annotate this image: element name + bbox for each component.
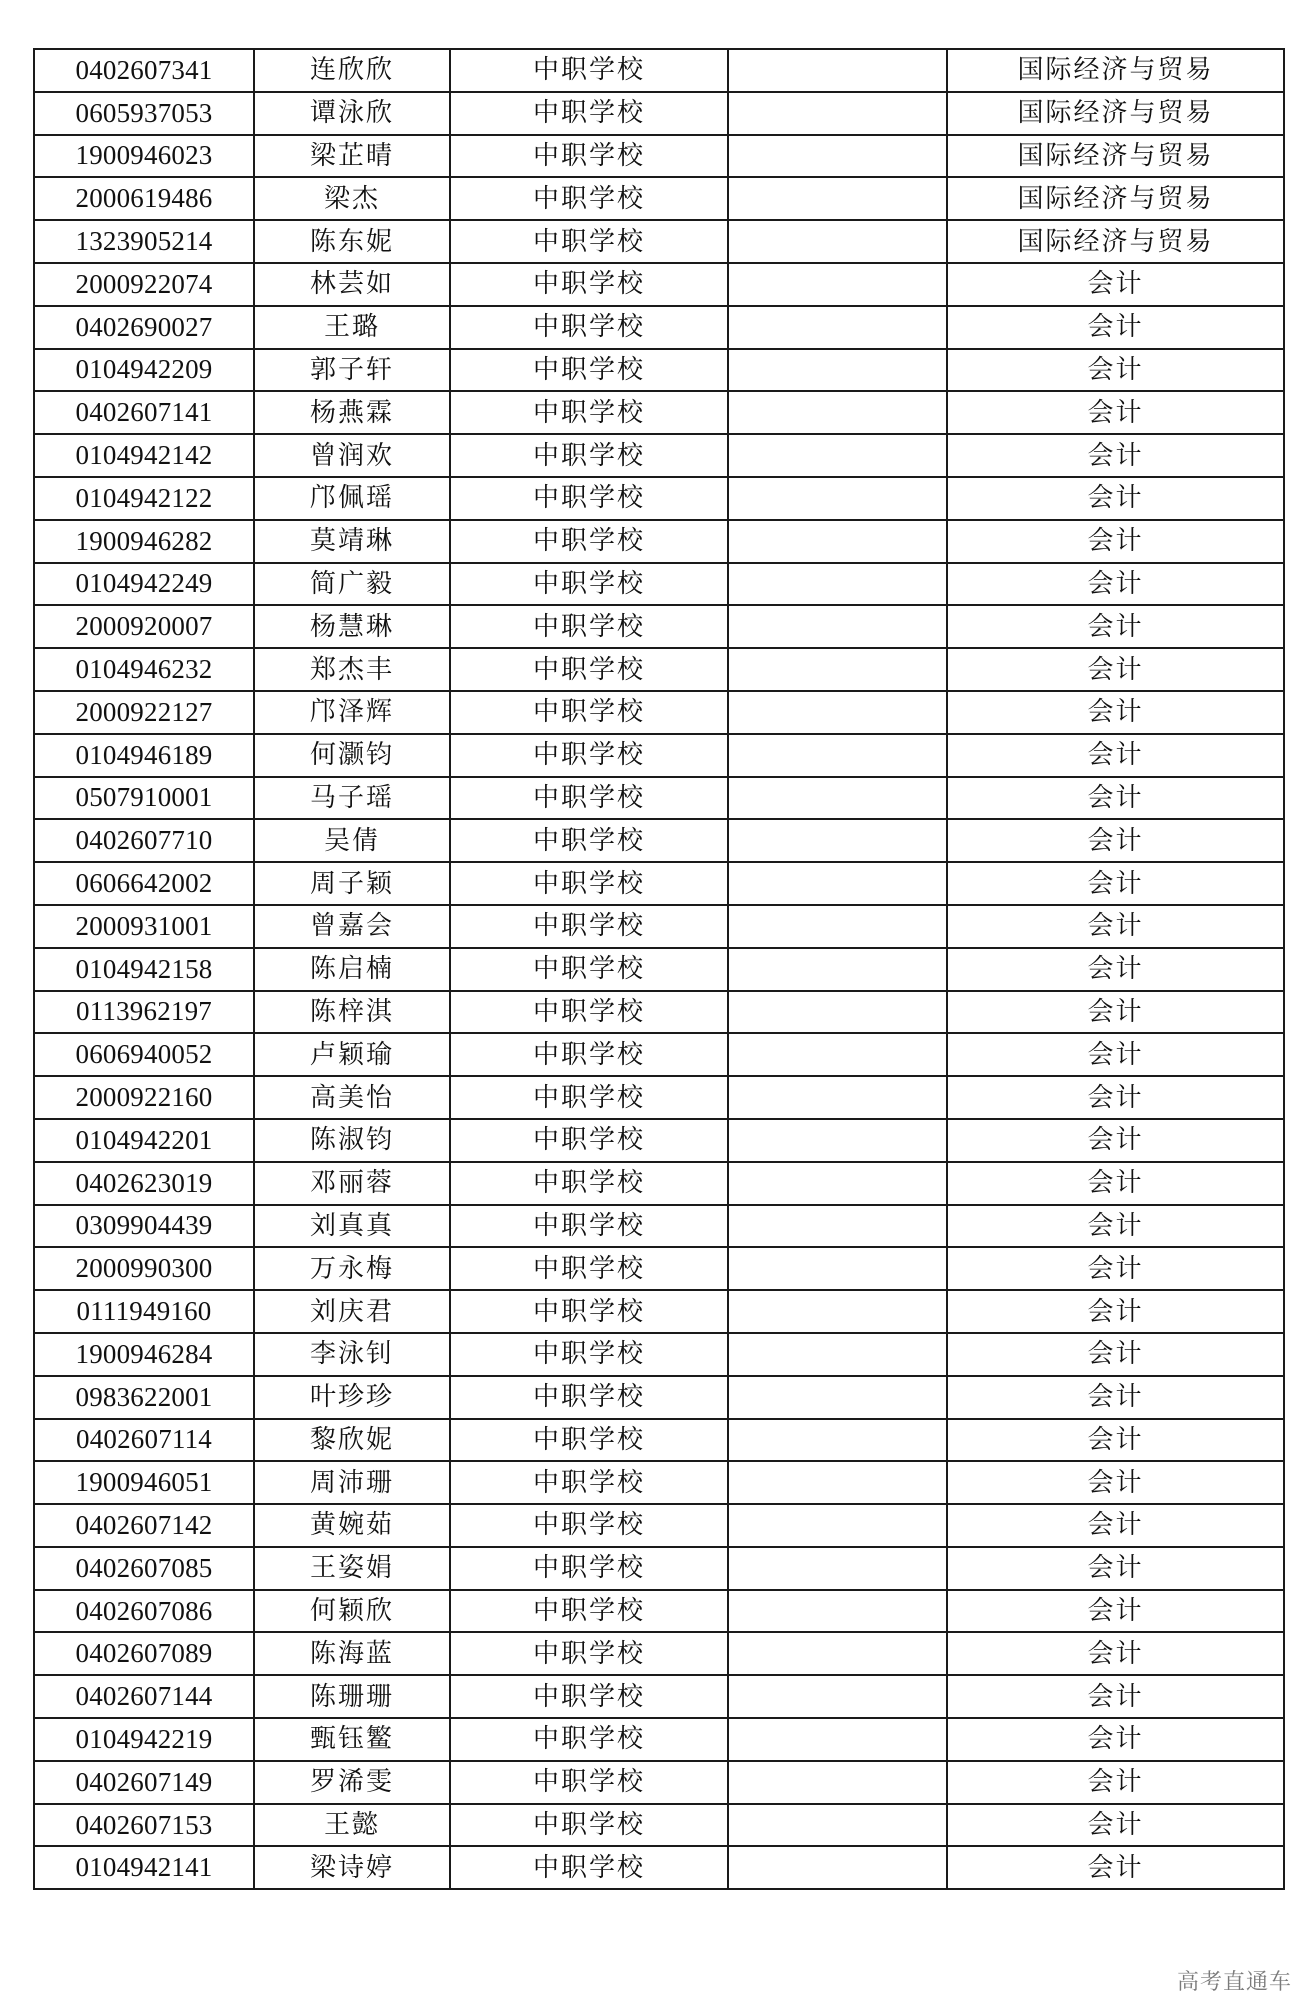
major-cell: 会计 bbox=[947, 1033, 1284, 1076]
table-row bbox=[34, 1547, 1284, 1590]
student-name-cell: 何颖欣 bbox=[254, 1590, 450, 1633]
student-name-cell: 林芸如 bbox=[254, 263, 450, 306]
major-cell: 会计 bbox=[947, 1076, 1284, 1119]
school-type-cell: 中职学校 bbox=[450, 92, 728, 135]
blank-cell bbox=[728, 1205, 947, 1248]
major-cell: 会计 bbox=[947, 862, 1284, 905]
blank-cell bbox=[728, 263, 947, 306]
table-row bbox=[34, 220, 1284, 263]
student-name-cell: 梁杰 bbox=[254, 177, 450, 220]
student-id-cell: 0104942141 bbox=[34, 1846, 254, 1889]
student-id-cell: 2000619486 bbox=[34, 177, 254, 220]
table-row bbox=[34, 1162, 1284, 1205]
student-id-cell: 2000931001 bbox=[34, 905, 254, 948]
school-type-cell: 中职学校 bbox=[450, 1033, 728, 1076]
table-row bbox=[34, 177, 1284, 220]
major-cell: 会计 bbox=[947, 1547, 1284, 1590]
major-cell: 会计 bbox=[947, 1119, 1284, 1162]
table-row bbox=[34, 1205, 1284, 1248]
school-type-cell: 中职学校 bbox=[450, 177, 728, 220]
major-cell: 会计 bbox=[947, 306, 1284, 349]
student-name-cell: 黎欣妮 bbox=[254, 1419, 450, 1462]
blank-cell bbox=[728, 1076, 947, 1119]
student-name-cell: 郭子轩 bbox=[254, 349, 450, 392]
student-name-cell: 何灏钧 bbox=[254, 734, 450, 777]
blank-cell bbox=[728, 1033, 947, 1076]
major-cell: 会计 bbox=[947, 1162, 1284, 1205]
school-type-cell: 中职学校 bbox=[450, 1761, 728, 1804]
student-id-cell: 0402607142 bbox=[34, 1504, 254, 1547]
student-id-cell: 0402607114 bbox=[34, 1419, 254, 1462]
blank-cell bbox=[728, 391, 947, 434]
table-row bbox=[34, 1461, 1284, 1504]
student-name-cell: 邓丽蓉 bbox=[254, 1162, 450, 1205]
table-row bbox=[34, 1846, 1284, 1889]
school-type-cell: 中职学校 bbox=[450, 520, 728, 563]
student-id-cell: 0402607144 bbox=[34, 1675, 254, 1718]
blank-cell bbox=[728, 691, 947, 734]
student-id-cell: 0104946232 bbox=[34, 648, 254, 691]
major-cell: 会计 bbox=[947, 991, 1284, 1034]
student-id-cell: 0104942209 bbox=[34, 349, 254, 392]
school-type-cell: 中职学校 bbox=[450, 1675, 728, 1718]
student-id-cell: 0104942122 bbox=[34, 477, 254, 520]
student-id-cell: 1900946282 bbox=[34, 520, 254, 563]
blank-cell bbox=[728, 948, 947, 991]
student-id-cell: 2000922127 bbox=[34, 691, 254, 734]
school-type-cell: 中职学校 bbox=[450, 1290, 728, 1333]
blank-cell bbox=[728, 1846, 947, 1889]
blank-cell bbox=[728, 1590, 947, 1633]
major-cell: 会计 bbox=[947, 777, 1284, 820]
major-cell: 会计 bbox=[947, 1504, 1284, 1547]
school-type-cell: 中职学校 bbox=[450, 1333, 728, 1376]
student-name-cell: 罗浠雯 bbox=[254, 1761, 450, 1804]
student-id-cell: 0113962197 bbox=[34, 991, 254, 1034]
school-type-cell: 中职学校 bbox=[450, 1461, 728, 1504]
table-row bbox=[34, 434, 1284, 477]
student-id-cell: 0402607149 bbox=[34, 1761, 254, 1804]
student-name-cell: 刘真真 bbox=[254, 1205, 450, 1248]
major-cell: 国际经济与贸易 bbox=[947, 92, 1284, 135]
school-type-cell: 中职学校 bbox=[450, 563, 728, 606]
major-cell: 会计 bbox=[947, 1632, 1284, 1675]
student-name-cell: 简广毅 bbox=[254, 563, 450, 606]
table-row bbox=[34, 306, 1284, 349]
student-name-cell: 周沛珊 bbox=[254, 1461, 450, 1504]
blank-cell bbox=[728, 220, 947, 263]
student-id-cell: 0104942219 bbox=[34, 1718, 254, 1761]
major-cell: 国际经济与贸易 bbox=[947, 220, 1284, 263]
school-type-cell: 中职学校 bbox=[450, 1632, 728, 1675]
table-row bbox=[34, 1504, 1284, 1547]
major-cell: 会计 bbox=[947, 1846, 1284, 1889]
school-type-cell: 中职学校 bbox=[450, 263, 728, 306]
school-type-cell: 中职学校 bbox=[450, 1205, 728, 1248]
table-row bbox=[34, 1419, 1284, 1462]
student-id-cell: 2000920007 bbox=[34, 605, 254, 648]
major-cell: 会计 bbox=[947, 1761, 1284, 1804]
blank-cell bbox=[728, 1675, 947, 1718]
student-id-cell: 0104942142 bbox=[34, 434, 254, 477]
major-cell: 会计 bbox=[947, 1590, 1284, 1633]
student-name-cell: 王璐 bbox=[254, 306, 450, 349]
blank-cell bbox=[728, 1119, 947, 1162]
school-type-cell: 中职学校 bbox=[450, 777, 728, 820]
blank-cell bbox=[728, 1632, 947, 1675]
student-id-cell: 0507910001 bbox=[34, 777, 254, 820]
student-name-cell: 李泳钊 bbox=[254, 1333, 450, 1376]
student-id-cell: 0402690027 bbox=[34, 306, 254, 349]
table-row bbox=[34, 349, 1284, 392]
student-name-cell: 刘庆君 bbox=[254, 1290, 450, 1333]
major-cell: 会计 bbox=[947, 905, 1284, 948]
school-type-cell: 中职学校 bbox=[450, 862, 728, 905]
student-id-cell: 0402607710 bbox=[34, 819, 254, 862]
student-name-cell: 陈东妮 bbox=[254, 220, 450, 263]
school-type-cell: 中职学校 bbox=[450, 391, 728, 434]
school-type-cell: 中职学校 bbox=[450, 1247, 728, 1290]
blank-cell bbox=[728, 777, 947, 820]
student-name-cell: 梁诗婷 bbox=[254, 1846, 450, 1889]
table-row bbox=[34, 135, 1284, 178]
admission-roster-table bbox=[33, 48, 1285, 1890]
student-name-cell: 曾嘉会 bbox=[254, 905, 450, 948]
watermark-logo: 高考直通车 bbox=[1176, 1970, 1292, 1995]
roster-body bbox=[34, 49, 1284, 1889]
student-name-cell: 高美怡 bbox=[254, 1076, 450, 1119]
student-name-cell: 周子颖 bbox=[254, 862, 450, 905]
student-name-cell: 陈海蓝 bbox=[254, 1632, 450, 1675]
school-type-cell: 中职学校 bbox=[450, 220, 728, 263]
school-type-cell: 中职学校 bbox=[450, 1590, 728, 1633]
major-cell: 国际经济与贸易 bbox=[947, 49, 1284, 92]
student-id-cell: 0104942249 bbox=[34, 563, 254, 606]
blank-cell bbox=[728, 1247, 947, 1290]
major-cell: 会计 bbox=[947, 477, 1284, 520]
student-name-cell: 邝泽辉 bbox=[254, 691, 450, 734]
student-name-cell: 王姿娟 bbox=[254, 1547, 450, 1590]
school-type-cell: 中职学校 bbox=[450, 434, 728, 477]
blank-cell bbox=[728, 819, 947, 862]
blank-cell bbox=[728, 177, 947, 220]
student-name-cell: 吴倩 bbox=[254, 819, 450, 862]
major-cell: 会计 bbox=[947, 948, 1284, 991]
student-id-cell: 0402607141 bbox=[34, 391, 254, 434]
student-id-cell: 0111949160 bbox=[34, 1290, 254, 1333]
school-type-cell: 中职学校 bbox=[450, 691, 728, 734]
major-cell: 会计 bbox=[947, 648, 1284, 691]
student-id-cell: 2000922160 bbox=[34, 1076, 254, 1119]
student-id-cell: 0605937053 bbox=[34, 92, 254, 135]
student-name-cell: 王懿 bbox=[254, 1804, 450, 1847]
school-type-cell: 中职学校 bbox=[450, 648, 728, 691]
major-cell: 会计 bbox=[947, 1290, 1284, 1333]
student-id-cell: 1900946284 bbox=[34, 1333, 254, 1376]
student-id-cell: 0402607341 bbox=[34, 49, 254, 92]
table-row bbox=[34, 49, 1284, 92]
school-type-cell: 中职学校 bbox=[450, 819, 728, 862]
table-row bbox=[34, 819, 1284, 862]
major-cell: 会计 bbox=[947, 734, 1284, 777]
blank-cell bbox=[728, 1804, 947, 1847]
school-type-cell: 中职学校 bbox=[450, 1504, 728, 1547]
school-type-cell: 中职学校 bbox=[450, 1162, 728, 1205]
student-name-cell: 黄婉茹 bbox=[254, 1504, 450, 1547]
student-name-cell: 郑杰丰 bbox=[254, 648, 450, 691]
school-type-cell: 中职学校 bbox=[450, 991, 728, 1034]
major-cell: 国际经济与贸易 bbox=[947, 177, 1284, 220]
major-cell: 会计 bbox=[947, 691, 1284, 734]
blank-cell bbox=[728, 49, 947, 92]
blank-cell bbox=[728, 92, 947, 135]
blank-cell bbox=[728, 1419, 947, 1462]
blank-cell bbox=[728, 734, 947, 777]
table-row bbox=[34, 605, 1284, 648]
student-id-cell: 2000922074 bbox=[34, 263, 254, 306]
table-row bbox=[34, 862, 1284, 905]
major-cell: 会计 bbox=[947, 1718, 1284, 1761]
blank-cell bbox=[728, 1461, 947, 1504]
blank-cell bbox=[728, 648, 947, 691]
school-type-cell: 中职学校 bbox=[450, 1846, 728, 1889]
student-name-cell: 陈梓淇 bbox=[254, 991, 450, 1034]
student-name-cell: 叶珍珍 bbox=[254, 1376, 450, 1419]
student-name-cell: 陈淑钧 bbox=[254, 1119, 450, 1162]
school-type-cell: 中职学校 bbox=[450, 605, 728, 648]
major-cell: 会计 bbox=[947, 1376, 1284, 1419]
major-cell: 会计 bbox=[947, 520, 1284, 563]
major-cell: 会计 bbox=[947, 349, 1284, 392]
school-type-cell: 中职学校 bbox=[450, 1718, 728, 1761]
school-type-cell: 中职学校 bbox=[450, 349, 728, 392]
student-id-cell: 1900946023 bbox=[34, 135, 254, 178]
school-type-cell: 中职学校 bbox=[450, 1376, 728, 1419]
table-row bbox=[34, 777, 1284, 820]
table-row bbox=[34, 92, 1284, 135]
student-id-cell: 0402607153 bbox=[34, 1804, 254, 1847]
blank-cell bbox=[728, 1162, 947, 1205]
table-row bbox=[34, 1675, 1284, 1718]
school-type-cell: 中职学校 bbox=[450, 1804, 728, 1847]
blank-cell bbox=[728, 1376, 947, 1419]
student-name-cell: 甄钰鳘 bbox=[254, 1718, 450, 1761]
student-name-cell: 杨燕霖 bbox=[254, 391, 450, 434]
school-type-cell: 中职学校 bbox=[450, 1076, 728, 1119]
major-cell: 会计 bbox=[947, 263, 1284, 306]
blank-cell bbox=[728, 1290, 947, 1333]
student-name-cell: 杨慧琳 bbox=[254, 605, 450, 648]
major-cell: 会计 bbox=[947, 563, 1284, 606]
student-id-cell: 0402607086 bbox=[34, 1590, 254, 1633]
student-name-cell: 曾润欢 bbox=[254, 434, 450, 477]
major-cell: 会计 bbox=[947, 1675, 1284, 1718]
table-row bbox=[34, 1076, 1284, 1119]
student-id-cell: 0983622001 bbox=[34, 1376, 254, 1419]
table-row bbox=[34, 905, 1284, 948]
school-type-cell: 中职学校 bbox=[450, 306, 728, 349]
major-cell: 会计 bbox=[947, 391, 1284, 434]
student-name-cell: 连欣欣 bbox=[254, 49, 450, 92]
student-name-cell: 邝佩瑶 bbox=[254, 477, 450, 520]
table-row bbox=[34, 477, 1284, 520]
student-id-cell: 0104942158 bbox=[34, 948, 254, 991]
major-cell: 会计 bbox=[947, 819, 1284, 862]
school-type-cell: 中职学校 bbox=[450, 734, 728, 777]
blank-cell bbox=[728, 434, 947, 477]
table-row bbox=[34, 991, 1284, 1034]
school-type-cell: 中职学校 bbox=[450, 49, 728, 92]
school-type-cell: 中职学校 bbox=[450, 948, 728, 991]
school-type-cell: 中职学校 bbox=[450, 1119, 728, 1162]
student-id-cell: 0402607085 bbox=[34, 1547, 254, 1590]
blank-cell bbox=[728, 349, 947, 392]
student-id-cell: 1323905214 bbox=[34, 220, 254, 263]
table-row bbox=[34, 948, 1284, 991]
school-type-cell: 中职学校 bbox=[450, 905, 728, 948]
school-type-cell: 中职学校 bbox=[450, 1547, 728, 1590]
student-id-cell: 2000990300 bbox=[34, 1247, 254, 1290]
student-name-cell: 卢颖瑜 bbox=[254, 1033, 450, 1076]
table-row bbox=[34, 1376, 1284, 1419]
table-row bbox=[34, 1590, 1284, 1633]
blank-cell bbox=[728, 991, 947, 1034]
table-row bbox=[34, 1632, 1284, 1675]
blank-cell bbox=[728, 862, 947, 905]
student-id-cell: 0104946189 bbox=[34, 734, 254, 777]
table-row bbox=[34, 1033, 1284, 1076]
table-row bbox=[34, 1333, 1284, 1376]
blank-cell bbox=[728, 563, 947, 606]
student-id-cell: 0402607089 bbox=[34, 1632, 254, 1675]
blank-cell bbox=[728, 477, 947, 520]
student-id-cell: 0606642002 bbox=[34, 862, 254, 905]
table-row bbox=[34, 1718, 1284, 1761]
student-id-cell: 0606940052 bbox=[34, 1033, 254, 1076]
major-cell: 国际经济与贸易 bbox=[947, 135, 1284, 178]
blank-cell bbox=[728, 1504, 947, 1547]
table-row bbox=[34, 648, 1284, 691]
blank-cell bbox=[728, 520, 947, 563]
table-row bbox=[34, 691, 1284, 734]
blank-cell bbox=[728, 1333, 947, 1376]
table-row bbox=[34, 1119, 1284, 1162]
major-cell: 会计 bbox=[947, 605, 1284, 648]
student-name-cell: 马子瑶 bbox=[254, 777, 450, 820]
table-row bbox=[34, 391, 1284, 434]
school-type-cell: 中职学校 bbox=[450, 1419, 728, 1462]
major-cell: 会计 bbox=[947, 1333, 1284, 1376]
student-id-cell: 1900946051 bbox=[34, 1461, 254, 1504]
school-type-cell: 中职学校 bbox=[450, 477, 728, 520]
major-cell: 会计 bbox=[947, 1804, 1284, 1847]
student-name-cell: 谭泳欣 bbox=[254, 92, 450, 135]
table-row bbox=[34, 263, 1284, 306]
table-row bbox=[34, 734, 1284, 777]
blank-cell bbox=[728, 905, 947, 948]
student-id-cell: 0402623019 bbox=[34, 1162, 254, 1205]
table-row bbox=[34, 563, 1284, 606]
blank-cell bbox=[728, 1761, 947, 1804]
student-name-cell: 陈启楠 bbox=[254, 948, 450, 991]
table-row bbox=[34, 1804, 1284, 1847]
table-row bbox=[34, 1247, 1284, 1290]
student-name-cell: 万永梅 bbox=[254, 1247, 450, 1290]
blank-cell bbox=[728, 135, 947, 178]
major-cell: 会计 bbox=[947, 434, 1284, 477]
major-cell: 会计 bbox=[947, 1419, 1284, 1462]
blank-cell bbox=[728, 306, 947, 349]
major-cell: 会计 bbox=[947, 1461, 1284, 1504]
blank-cell bbox=[728, 1718, 947, 1761]
table-row bbox=[34, 1290, 1284, 1333]
student-name-cell: 莫靖琳 bbox=[254, 520, 450, 563]
student-name-cell: 梁芷晴 bbox=[254, 135, 450, 178]
major-cell: 会计 bbox=[947, 1247, 1284, 1290]
table-row bbox=[34, 520, 1284, 563]
blank-cell bbox=[728, 1547, 947, 1590]
student-id-cell: 0309904439 bbox=[34, 1205, 254, 1248]
major-cell: 会计 bbox=[947, 1205, 1284, 1248]
table-row bbox=[34, 1761, 1284, 1804]
blank-cell bbox=[728, 605, 947, 648]
school-type-cell: 中职学校 bbox=[450, 135, 728, 178]
student-id-cell: 0104942201 bbox=[34, 1119, 254, 1162]
student-name-cell: 陈珊珊 bbox=[254, 1675, 450, 1718]
